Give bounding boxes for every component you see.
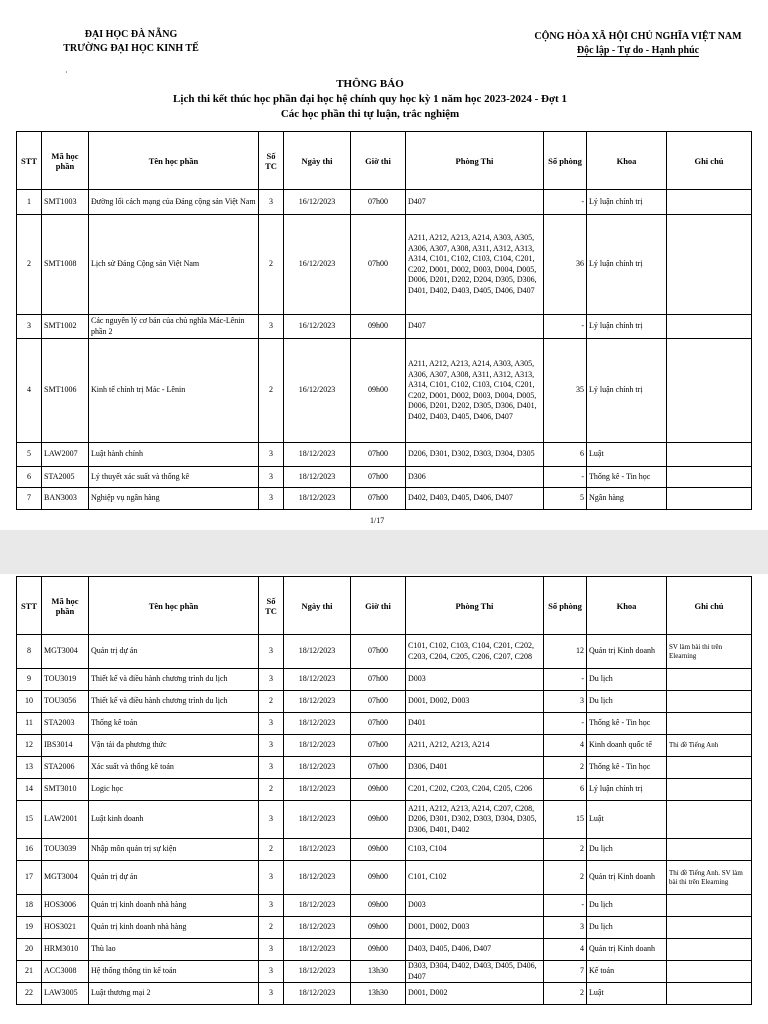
cell-so-phong: 2 — [544, 861, 587, 895]
cell-ghi-chu — [667, 691, 752, 713]
cell-phong-thi: C101, C102, C103, C104, C201, C202, C203, C204, C205, C206, C207, C208 — [406, 635, 544, 669]
cell-khoa: Du lịch — [587, 839, 667, 861]
col-header-gio-thi: Giờ thi — [351, 577, 406, 635]
cell-ghi-chu — [667, 339, 752, 443]
cell-ten-hoc-phan: Logic học — [89, 779, 259, 801]
cell-ngay-thi: 18/12/2023 — [284, 961, 351, 983]
cell-ngay-thi: 16/12/2023 — [284, 339, 351, 443]
cell-ten-hoc-phan: Luật hành chính — [89, 443, 259, 467]
col-header-khoa: Khoa — [587, 577, 667, 635]
cell-ghi-chu — [667, 190, 752, 215]
cell-stt: 22 — [17, 983, 42, 1005]
cell-ma-hoc-phan: SMT1008 — [42, 215, 89, 315]
cell-so-tc: 2 — [259, 917, 284, 939]
cell-so-tc: 3 — [259, 190, 284, 215]
table-header-row — [17, 132, 752, 190]
cell-ma-hoc-phan: LAW2007 — [42, 443, 89, 467]
cell-stt: 1 — [17, 190, 42, 215]
table-row — [17, 443, 752, 467]
table-row — [17, 961, 752, 983]
cell-ten-hoc-phan: Quản trị dự án — [89, 635, 259, 669]
cell-ma-hoc-phan: SMT1006 — [42, 339, 89, 443]
cell-khoa: Thống kê - Tin học — [587, 467, 667, 488]
cell-so-tc: 3 — [259, 635, 284, 669]
cell-phong-thi: A211, A212, A213, A214 — [406, 735, 544, 757]
cell-ten-hoc-phan: Quản trị kinh doanh nhà hàng — [89, 895, 259, 917]
table-row — [17, 983, 752, 1005]
cell-ma-hoc-phan: TOU3056 — [42, 691, 89, 713]
cell-ghi-chu — [667, 961, 752, 983]
cell-so-phong: 7 — [544, 961, 587, 983]
cell-ngay-thi: 18/12/2023 — [284, 757, 351, 779]
cell-ten-hoc-phan: Đường lối cách mạng của Đảng cộng sản Việt Nam — [89, 190, 259, 215]
cell-stt: 12 — [17, 735, 42, 757]
cell-so-tc: 3 — [259, 713, 284, 735]
cell-ghi-chu — [667, 983, 752, 1005]
cell-khoa: Lý luận chính trị — [587, 315, 667, 339]
cell-ngay-thi: 18/12/2023 — [284, 635, 351, 669]
col-header-gio-thi: Giờ thi — [351, 132, 406, 190]
cell-so-phong: - — [544, 895, 587, 917]
cell-khoa: Luật — [587, 983, 667, 1005]
cell-ten-hoc-phan: Vận tải đa phương thức — [89, 735, 259, 757]
cell-stt: 4 — [17, 339, 42, 443]
cell-stt: 21 — [17, 961, 42, 983]
cell-ghi-chu — [667, 917, 752, 939]
table-row — [17, 895, 752, 917]
cell-so-tc: 3 — [259, 983, 284, 1005]
cell-ngay-thi: 18/12/2023 — [284, 983, 351, 1005]
cell-so-tc: 3 — [259, 939, 284, 961]
cell-phong-thi: D206, D301, D302, D303, D304, D305 — [406, 443, 544, 467]
cell-ten-hoc-phan: Luật kinh doanh — [89, 801, 259, 839]
cell-so-tc: 2 — [259, 691, 284, 713]
cell-stt: 18 — [17, 895, 42, 917]
cell-khoa: Lý luận chính trị — [587, 190, 667, 215]
table-row — [17, 467, 752, 488]
cell-so-tc: 3 — [259, 669, 284, 691]
school-name: TRƯỜNG ĐẠI HỌC KINH TẾ — [63, 43, 199, 54]
cell-so-phong: - — [544, 669, 587, 691]
cell-phong-thi: C201, C202, C203, C204, C205, C206 — [406, 779, 544, 801]
cell-phong-thi: C103, C104 — [406, 839, 544, 861]
cell-ten-hoc-phan: Quản trị dự án — [89, 861, 259, 895]
cell-ngay-thi: 18/12/2023 — [284, 917, 351, 939]
cell-ghi-chu — [667, 488, 752, 510]
col-header-ten-hoc-phan: Tên học phần — [89, 132, 259, 190]
page-separator — [0, 530, 768, 574]
cell-so-tc: 3 — [259, 467, 284, 488]
cell-gio-thi: 13h30 — [351, 961, 406, 983]
cell-ma-hoc-phan: MGT3004 — [42, 635, 89, 669]
table-row — [17, 713, 752, 735]
cell-khoa: Lý luận chính trị — [587, 215, 667, 315]
col-header-phong-thi: Phòng Thi — [406, 577, 544, 635]
cell-gio-thi: 09h00 — [351, 779, 406, 801]
cell-stt: 3 — [17, 315, 42, 339]
cell-so-tc: 2 — [259, 339, 284, 443]
cell-so-phong: - — [544, 315, 587, 339]
cell-ngay-thi: 18/12/2023 — [284, 669, 351, 691]
col-header-so-phong: Số phòng — [544, 132, 587, 190]
cell-stt: 2 — [17, 215, 42, 315]
table-row — [17, 691, 752, 713]
cell-ma-hoc-phan: SMT3010 — [42, 779, 89, 801]
cell-so-tc: 3 — [259, 315, 284, 339]
cell-stt: 5 — [17, 443, 42, 467]
cell-ma-hoc-phan: STA2006 — [42, 757, 89, 779]
cell-gio-thi: 07h00 — [351, 467, 406, 488]
notice-category: Các học phần thi tự luận, trắc nghiệm — [280, 108, 460, 120]
table-row — [17, 801, 752, 839]
cell-khoa: Thống kê - Tin học — [587, 713, 667, 735]
cell-ngay-thi: 18/12/2023 — [284, 735, 351, 757]
cell-phong-thi: D001, D002, D003 — [406, 917, 544, 939]
cell-ngay-thi: 18/12/2023 — [284, 939, 351, 961]
cell-ghi-chu — [667, 467, 752, 488]
cell-ngay-thi: 16/12/2023 — [284, 315, 351, 339]
cell-gio-thi: 07h00 — [351, 669, 406, 691]
cell-so-phong: 6 — [544, 779, 587, 801]
cell-khoa: Du lịch — [587, 669, 667, 691]
cell-gio-thi: 09h00 — [351, 339, 406, 443]
cell-so-tc: 3 — [259, 443, 284, 467]
cell-ghi-chu — [667, 839, 752, 861]
cell-khoa: Luật — [587, 443, 667, 467]
national-motto: Độc lập - Tự do - Hạnh phúc — [576, 45, 700, 56]
cell-so-tc: 3 — [259, 861, 284, 895]
table-row — [17, 861, 752, 895]
cell-gio-thi: 07h00 — [351, 691, 406, 713]
cell-ngay-thi: 18/12/2023 — [284, 488, 351, 510]
table-row — [17, 190, 752, 215]
cell-ten-hoc-phan: Nhập môn quản trị sự kiện — [89, 839, 259, 861]
cell-ngay-thi: 18/12/2023 — [284, 861, 351, 895]
cell-khoa: Kế toán — [587, 961, 667, 983]
cell-phong-thi: D407 — [406, 315, 544, 339]
cell-ma-hoc-phan: BAN3003 — [42, 488, 89, 510]
cell-ma-hoc-phan: SMT1003 — [42, 190, 89, 215]
cell-ngay-thi: 18/12/2023 — [284, 895, 351, 917]
page-number: 1/17 — [370, 516, 385, 525]
cell-khoa: Lý luận chính trị — [587, 339, 667, 443]
table-row — [17, 939, 752, 961]
cell-ngay-thi: 16/12/2023 — [284, 215, 351, 315]
cell-so-phong: 35 — [544, 339, 587, 443]
cell-khoa: Ngân hàng — [587, 488, 667, 510]
cell-ma-hoc-phan: STA2003 — [42, 713, 89, 735]
table-row — [17, 315, 752, 339]
cell-ten-hoc-phan: Hệ thống thông tin kế toán — [89, 961, 259, 983]
cell-so-tc: 3 — [259, 488, 284, 510]
cell-ma-hoc-phan: HOS3006 — [42, 895, 89, 917]
cell-khoa: Du lịch — [587, 917, 667, 939]
cell-stt: 20 — [17, 939, 42, 961]
col-header-stt: STT — [17, 577, 42, 635]
cell-phong-thi: D001, D002 — [406, 983, 544, 1005]
cell-so-tc: 3 — [259, 895, 284, 917]
cell-so-phong: 4 — [544, 939, 587, 961]
notice-title-block — [150, 77, 590, 122]
cell-ghi-chu — [667, 713, 752, 735]
col-header-ghi-chu: Ghi chú — [667, 577, 752, 635]
cell-ma-hoc-phan: LAW2001 — [42, 801, 89, 839]
cell-phong-thi: C101, C102 — [406, 861, 544, 895]
cell-gio-thi: 09h00 — [351, 917, 406, 939]
col-header-ma-hoc-phan: Mã học phần — [42, 577, 89, 635]
col-header-so-tc: Số TC — [259, 132, 284, 190]
cell-stt: 11 — [17, 713, 42, 735]
table-row — [17, 488, 752, 510]
col-header-ngay-thi: Ngày thi — [284, 132, 351, 190]
cell-ma-hoc-phan: HOS3021 — [42, 917, 89, 939]
cell-gio-thi: 09h00 — [351, 801, 406, 839]
cell-ngay-thi: 18/12/2023 — [284, 839, 351, 861]
cell-so-phong: 12 — [544, 635, 587, 669]
table-row — [17, 635, 752, 669]
cell-ghi-chu — [667, 939, 752, 961]
table-row — [17, 839, 752, 861]
cell-khoa: Luật — [587, 801, 667, 839]
cell-so-phong: 6 — [544, 443, 587, 467]
cell-ten-hoc-phan: Thù lao — [89, 939, 259, 961]
cell-gio-thi: 13h30 — [351, 983, 406, 1005]
col-header-ngay-thi: Ngày thi — [284, 577, 351, 635]
cell-so-phong: 3 — [544, 917, 587, 939]
cell-phong-thi: A211, A212, A213, A214, A303, A305, A306, A307, A308, A311, A312, A313, A314, C101, C102, C103, C104, C201, C202, D001, D002, D003, D004, D005, D006, D201, D202, D305, D306, D401, D402, D403, D405, D406, D407 — [406, 339, 544, 443]
cell-ma-hoc-phan: SMT1002 — [42, 315, 89, 339]
cell-ten-hoc-phan: Xác suất và thống kê toán — [89, 757, 259, 779]
cell-stt: 19 — [17, 917, 42, 939]
cell-ten-hoc-phan: Thiết kế và điều hành chương trình du lịch — [89, 691, 259, 713]
national-title: CỘNG HÒA XÃ HỘI CHỦ NGHĨA VIỆT NAM — [534, 31, 742, 42]
cell-ghi-chu — [667, 757, 752, 779]
col-header-so-phong: Số phòng — [544, 577, 587, 635]
cell-so-tc: 2 — [259, 779, 284, 801]
cell-so-phong: 5 — [544, 488, 587, 510]
decorative-dot: · — [65, 68, 68, 77]
cell-gio-thi: 09h00 — [351, 861, 406, 895]
cell-ten-hoc-phan: Luật thương mại 2 — [89, 983, 259, 1005]
cell-stt: 7 — [17, 488, 42, 510]
cell-ngay-thi: 18/12/2023 — [284, 713, 351, 735]
cell-gio-thi: 07h00 — [351, 190, 406, 215]
cell-phong-thi: D003 — [406, 895, 544, 917]
table-row — [17, 735, 752, 757]
cell-ghi-chu — [667, 779, 752, 801]
cell-gio-thi: 09h00 — [351, 895, 406, 917]
cell-ten-hoc-phan: Các nguyên lý cơ bản của chủ nghĩa Mác-Lênin phần 2 — [89, 315, 259, 339]
col-header-ten-hoc-phan: Tên học phần — [89, 577, 259, 635]
cell-khoa: Lý luận chính trị — [587, 779, 667, 801]
cell-phong-thi: D001, D002, D003 — [406, 691, 544, 713]
cell-so-tc: 3 — [259, 735, 284, 757]
cell-gio-thi: 07h00 — [351, 635, 406, 669]
cell-gio-thi: 07h00 — [351, 443, 406, 467]
cell-gio-thi: 09h00 — [351, 315, 406, 339]
cell-phong-thi: D003 — [406, 669, 544, 691]
cell-ghi-chu — [667, 895, 752, 917]
cell-khoa: Quản trị Kinh doanh — [587, 939, 667, 961]
cell-gio-thi: 07h00 — [351, 215, 406, 315]
cell-ma-hoc-phan: STA2005 — [42, 467, 89, 488]
notice-subtitle: Lịch thi kết thúc học phần đại học hệ chính quy học kỳ 1 năm học 2023-2024 - Đợt 1 — [173, 93, 567, 105]
cell-phong-thi: A211, A212, A213, A214, C207, C208, D206, D301, D302, D303, D304, D305, D306, D401, D402 — [406, 801, 544, 839]
cell-stt: 15 — [17, 801, 42, 839]
cell-ghi-chu — [667, 801, 752, 839]
cell-so-tc: 2 — [259, 215, 284, 315]
table-row — [17, 757, 752, 779]
cell-ngay-thi: 16/12/2023 — [284, 190, 351, 215]
cell-ngay-thi: 18/12/2023 — [284, 691, 351, 713]
cell-so-phong: 36 — [544, 215, 587, 315]
cell-stt: 16 — [17, 839, 42, 861]
cell-stt: 9 — [17, 669, 42, 691]
cell-so-tc: 3 — [259, 961, 284, 983]
cell-so-tc: 2 — [259, 839, 284, 861]
cell-khoa: Du lịch — [587, 895, 667, 917]
cell-ma-hoc-phan: LAW3005 — [42, 983, 89, 1005]
cell-ten-hoc-phan: Lịch sử Đảng Cộng sản Việt Nam — [89, 215, 259, 315]
col-header-phong-thi: Phòng Thi — [406, 132, 544, 190]
cell-stt: 8 — [17, 635, 42, 669]
cell-phong-thi: D403, D405, D406, D407 — [406, 939, 544, 961]
university-header — [36, 28, 226, 56]
cell-phong-thi: D306 — [406, 467, 544, 488]
cell-so-tc: 3 — [259, 801, 284, 839]
table-row — [17, 339, 752, 443]
cell-phong-thi: D407 — [406, 190, 544, 215]
cell-stt: 10 — [17, 691, 42, 713]
cell-ghi-chu: Thi đề Tiếng Anh — [667, 735, 752, 757]
cell-ten-hoc-phan: Lý thuyết xác suất và thống kê — [89, 467, 259, 488]
col-header-stt: STT — [17, 132, 42, 190]
cell-so-phong: - — [544, 467, 587, 488]
cell-ngay-thi: 18/12/2023 — [284, 801, 351, 839]
cell-gio-thi: 07h00 — [351, 713, 406, 735]
cell-ghi-chu — [667, 315, 752, 339]
cell-so-tc: 3 — [259, 757, 284, 779]
exam-schedule-table-page-2 — [16, 576, 752, 1005]
cell-ten-hoc-phan: Nghiệp vụ ngân hàng — [89, 488, 259, 510]
cell-khoa: Quản trị Kinh doanh — [587, 861, 667, 895]
col-header-so-tc: Số TC — [259, 577, 284, 635]
cell-gio-thi: 09h00 — [351, 939, 406, 961]
cell-gio-thi: 09h00 — [351, 839, 406, 861]
cell-so-phong: 2 — [544, 757, 587, 779]
cell-ngay-thi: 18/12/2023 — [284, 779, 351, 801]
cell-stt: 14 — [17, 779, 42, 801]
cell-phong-thi: A211, A212, A213, A214, A303, A305, A306, A307, A308, A311, A312, A313, A314, C101, C102, C103, C104, C201, C202, D001, D002, D003, D004, D005, D006, D201, D202, D204, D305, D306, D401, D402, D403, D405, D406, D407 — [406, 215, 544, 315]
cell-gio-thi: 07h00 — [351, 735, 406, 757]
table-row — [17, 215, 752, 315]
cell-stt: 6 — [17, 467, 42, 488]
cell-so-phong: 2 — [544, 983, 587, 1005]
cell-ten-hoc-phan: Kinh tế chính trị Mác - Lênin — [89, 339, 259, 443]
cell-phong-thi: D401 — [406, 713, 544, 735]
cell-ten-hoc-phan: Thiết kế và điều hành chương trình du lịch — [89, 669, 259, 691]
cell-ten-hoc-phan: Thống kê toán — [89, 713, 259, 735]
cell-khoa: Quản trị Kinh doanh — [587, 635, 667, 669]
cell-so-phong: 15 — [544, 801, 587, 839]
cell-so-phong: 4 — [544, 735, 587, 757]
cell-gio-thi: 07h00 — [351, 488, 406, 510]
col-header-ghi-chu: Ghi chú — [667, 132, 752, 190]
cell-ghi-chu: SV làm bài thi trên Elearning — [667, 635, 752, 669]
cell-ghi-chu — [667, 443, 752, 467]
cell-ghi-chu — [667, 669, 752, 691]
table-row — [17, 669, 752, 691]
cell-ngay-thi: 18/12/2023 — [284, 467, 351, 488]
cell-ma-hoc-phan: TOU3039 — [42, 839, 89, 861]
cell-ghi-chu — [667, 215, 752, 315]
national-header — [520, 30, 756, 58]
cell-stt: 13 — [17, 757, 42, 779]
cell-phong-thi: D306, D401 — [406, 757, 544, 779]
university-name: ĐẠI HỌC ĐÀ NẴNG — [84, 29, 178, 40]
cell-so-phong: 2 — [544, 839, 587, 861]
cell-khoa: Kinh doanh quốc tế — [587, 735, 667, 757]
cell-ma-hoc-phan: MGT3004 — [42, 861, 89, 895]
cell-ten-hoc-phan: Quản trị kinh doanh nhà hàng — [89, 917, 259, 939]
cell-so-phong: - — [544, 713, 587, 735]
col-header-khoa: Khoa — [587, 132, 667, 190]
cell-phong-thi: D303, D304, D402, D403, D405, D406, D407 — [406, 961, 544, 983]
cell-ghi-chu: Thi đề Tiếng Anh. SV làm bài thi trên Elearning — [667, 861, 752, 895]
cell-ma-hoc-phan: TOU3019 — [42, 669, 89, 691]
table-row — [17, 779, 752, 801]
table-row — [17, 917, 752, 939]
cell-gio-thi: 07h00 — [351, 757, 406, 779]
cell-ma-hoc-phan: ACC3008 — [42, 961, 89, 983]
cell-khoa: Du lịch — [587, 691, 667, 713]
notice-title: THÔNG BÁO — [336, 78, 404, 90]
cell-so-phong: - — [544, 190, 587, 215]
cell-so-phong: 3 — [544, 691, 587, 713]
cell-ma-hoc-phan: IBS3014 — [42, 735, 89, 757]
cell-khoa: Thống kê - Tin học — [587, 757, 667, 779]
cell-stt: 17 — [17, 861, 42, 895]
cell-ma-hoc-phan: HRM3010 — [42, 939, 89, 961]
cell-ngay-thi: 18/12/2023 — [284, 443, 351, 467]
exam-schedule-table-page-1 — [16, 131, 752, 510]
col-header-ma-hoc-phan: Mã học phần — [42, 132, 89, 190]
cell-phong-thi: D402, D403, D405, D406, D407 — [406, 488, 544, 510]
table-header-row — [17, 577, 752, 635]
